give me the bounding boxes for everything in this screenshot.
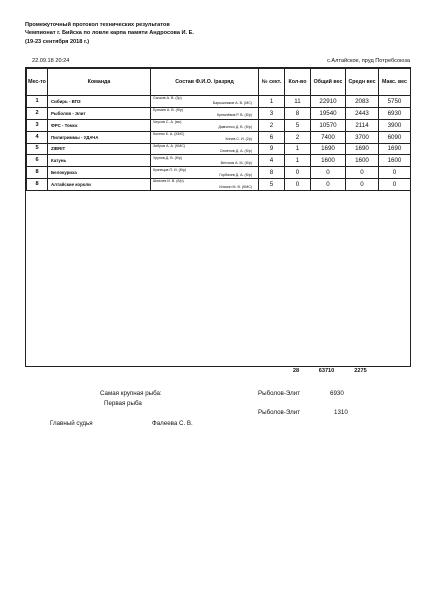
total-cell: 1600 (311, 155, 346, 167)
sector-cell: 8 (259, 167, 285, 179)
member-1: Костюк К. А. (КМС) (153, 131, 185, 136)
place-cell: 2 (27, 107, 48, 119)
max-cell: 6090 (379, 131, 411, 143)
count-cell: 0 (285, 167, 311, 179)
avg-cell: 2083 (346, 96, 379, 108)
col-place-header: Мес-то (27, 69, 48, 96)
avg-cell: 0 (346, 167, 379, 179)
sector-cell: 2 (259, 119, 285, 131)
sector-cell: 5 (259, 179, 285, 191)
sector-cell: 6 (259, 131, 285, 143)
member-1: Шпилев И. В. (б/р) (153, 179, 184, 184)
results-sheet (25, 67, 411, 367)
place-cell: 8 (27, 167, 48, 179)
totals-row (25, 367, 411, 375)
team-cell: ZIBRIT (48, 143, 151, 155)
table-row (27, 96, 411, 108)
date-location-line (25, 57, 410, 66)
col-sector-header: № сект. (259, 69, 285, 96)
first-fish-weight: 1310 (334, 409, 348, 416)
member-1: Сычков А. В. (3р) (153, 96, 182, 101)
total-cell: 1690 (311, 143, 346, 155)
biggest-fish-weight: 6930 (330, 390, 344, 397)
col-count-header: Кол-во (285, 69, 311, 96)
count-cell: 0 (285, 179, 311, 191)
team-cell: Алтайские короли (48, 179, 151, 191)
sector-cell: 9 (259, 143, 285, 155)
sector-cell: 3 (259, 107, 285, 119)
place-cell: 3 (27, 119, 48, 131)
member-2: Семенов Д. А. (б/р) (219, 149, 252, 153)
members-cell (151, 179, 259, 191)
members-cell (151, 119, 259, 131)
member-2: Барышников А. В. (МС) (212, 101, 252, 106)
member-2: Горбачев Д. А. (б/р) (219, 172, 252, 177)
total-cell: 0 (311, 179, 346, 191)
first-fish-team: Рыболов-Элит (258, 409, 301, 416)
table-row (27, 155, 411, 167)
members-cell (151, 143, 259, 155)
max-cell: 0 (379, 167, 411, 179)
members-cell (151, 155, 259, 167)
table-row (27, 179, 411, 191)
member-2: Конев С. И. (2р) (225, 137, 252, 142)
max-cell: 1690 (379, 143, 411, 155)
place-cell: 4 (27, 131, 48, 143)
place-cell: 5 (27, 143, 48, 155)
max-cell: 0 (379, 179, 411, 191)
sector-cell: 1 (259, 96, 285, 108)
count-cell: 1 (285, 143, 311, 155)
member-1: Кузнецов П. И. (б/р) (153, 167, 187, 172)
avg-cell: 1690 (346, 143, 379, 155)
total-weight: 63710 (318, 368, 335, 374)
table-header-row (27, 69, 411, 96)
team-cell: Рыболов - Элит (48, 107, 151, 119)
members-cell (151, 107, 259, 119)
total-cell: 10570 (311, 119, 346, 131)
count-cell: 8 (285, 107, 311, 119)
table-row (27, 167, 411, 179)
count-cell: 1 (285, 155, 311, 167)
avg-cell: 3700 (346, 131, 379, 143)
biggest-fish-team: Рыболов-Элит (258, 390, 301, 397)
table-row (27, 107, 411, 119)
total-cell: 0 (311, 167, 346, 179)
table-row (27, 143, 411, 155)
max-cell: 1600 (379, 155, 411, 167)
judge-name: Фалеева С. В. (152, 420, 193, 427)
results-table (26, 68, 411, 191)
avg-cell: 0 (346, 179, 379, 191)
col-total-header: Общий вес (311, 69, 346, 96)
place-cell: 1 (27, 96, 48, 108)
title-line-3: (19-23 сентября 2018 г.) (25, 38, 90, 45)
team-cell: Белокуриха (48, 167, 151, 179)
team-cell: Катунь (48, 155, 151, 167)
member-1: Еремин А. В. (б/р) (153, 108, 184, 113)
title-line-2: Чемпионат г. Бийска по ловле карпа памяти Андросова И. Е. (25, 30, 194, 37)
col-avg-header: Средн вес (346, 69, 379, 96)
avg-cell: 1600 (346, 155, 379, 167)
place-cell: 6 (27, 155, 48, 167)
judge-label: Главный судья (50, 420, 93, 427)
max-cell: 6930 (379, 107, 411, 119)
table-row (27, 119, 411, 131)
members-cell (151, 96, 259, 108)
sector-cell: 4 (259, 155, 285, 167)
member-1: Урунов Д. В. (б/р) (153, 155, 183, 160)
total-avg: 2275 (354, 368, 367, 374)
col-team-header: Команда (48, 69, 151, 96)
avg-cell: 2114 (346, 119, 379, 131)
protocol-date: 22.09.18 20:24 (32, 58, 70, 64)
member-2: Илясин М. В. (КМС) (219, 184, 252, 189)
total-cell: 19540 (311, 107, 346, 119)
team-cell: ФРС - Томск (48, 119, 151, 131)
max-cell: 5750 (379, 96, 411, 108)
count-cell: 5 (285, 119, 311, 131)
max-cell: 3900 (379, 119, 411, 131)
total-cell: 22910 (311, 96, 346, 108)
member-2: Дамченко Д. В. (б/р) (218, 125, 252, 130)
member-1: Зибров А. А. (КМС) (153, 143, 186, 148)
results-body (27, 96, 411, 191)
count-cell: 11 (285, 96, 311, 108)
place-cell: 8 (27, 179, 48, 191)
member-1: Чеусов С. А. (мс) (153, 120, 182, 125)
col-max-header: Макс. вес (379, 69, 411, 96)
avg-cell: 2443 (346, 107, 379, 119)
biggest-fish-label: Самая крупная рыба: (100, 390, 162, 397)
count-cell: 2 (285, 131, 311, 143)
members-cell (151, 167, 259, 179)
col-members-header: Состав Ф.И.О. /разряд (151, 69, 259, 96)
team-cell: Сибирь - ВПЗ (48, 96, 151, 108)
total-cell: 7400 (311, 131, 346, 143)
first-fish-label: Первая рыба (104, 400, 142, 407)
protocol-title (25, 21, 345, 46)
protocol-location: с.Алтайское, пруд Потребсоюза (327, 58, 410, 64)
table-row (27, 131, 411, 143)
title-line-1: Промежуточный протокол технических результатов (25, 22, 170, 28)
members-cell (151, 131, 259, 143)
member-2: Кремлёвов Р. В. (б/р) (217, 113, 252, 118)
member-2: Ветохов А. М. (б/р) (220, 160, 252, 165)
team-cell: Пилигриммы - УДАЧА (48, 131, 151, 143)
total-count: 28 (292, 368, 300, 374)
